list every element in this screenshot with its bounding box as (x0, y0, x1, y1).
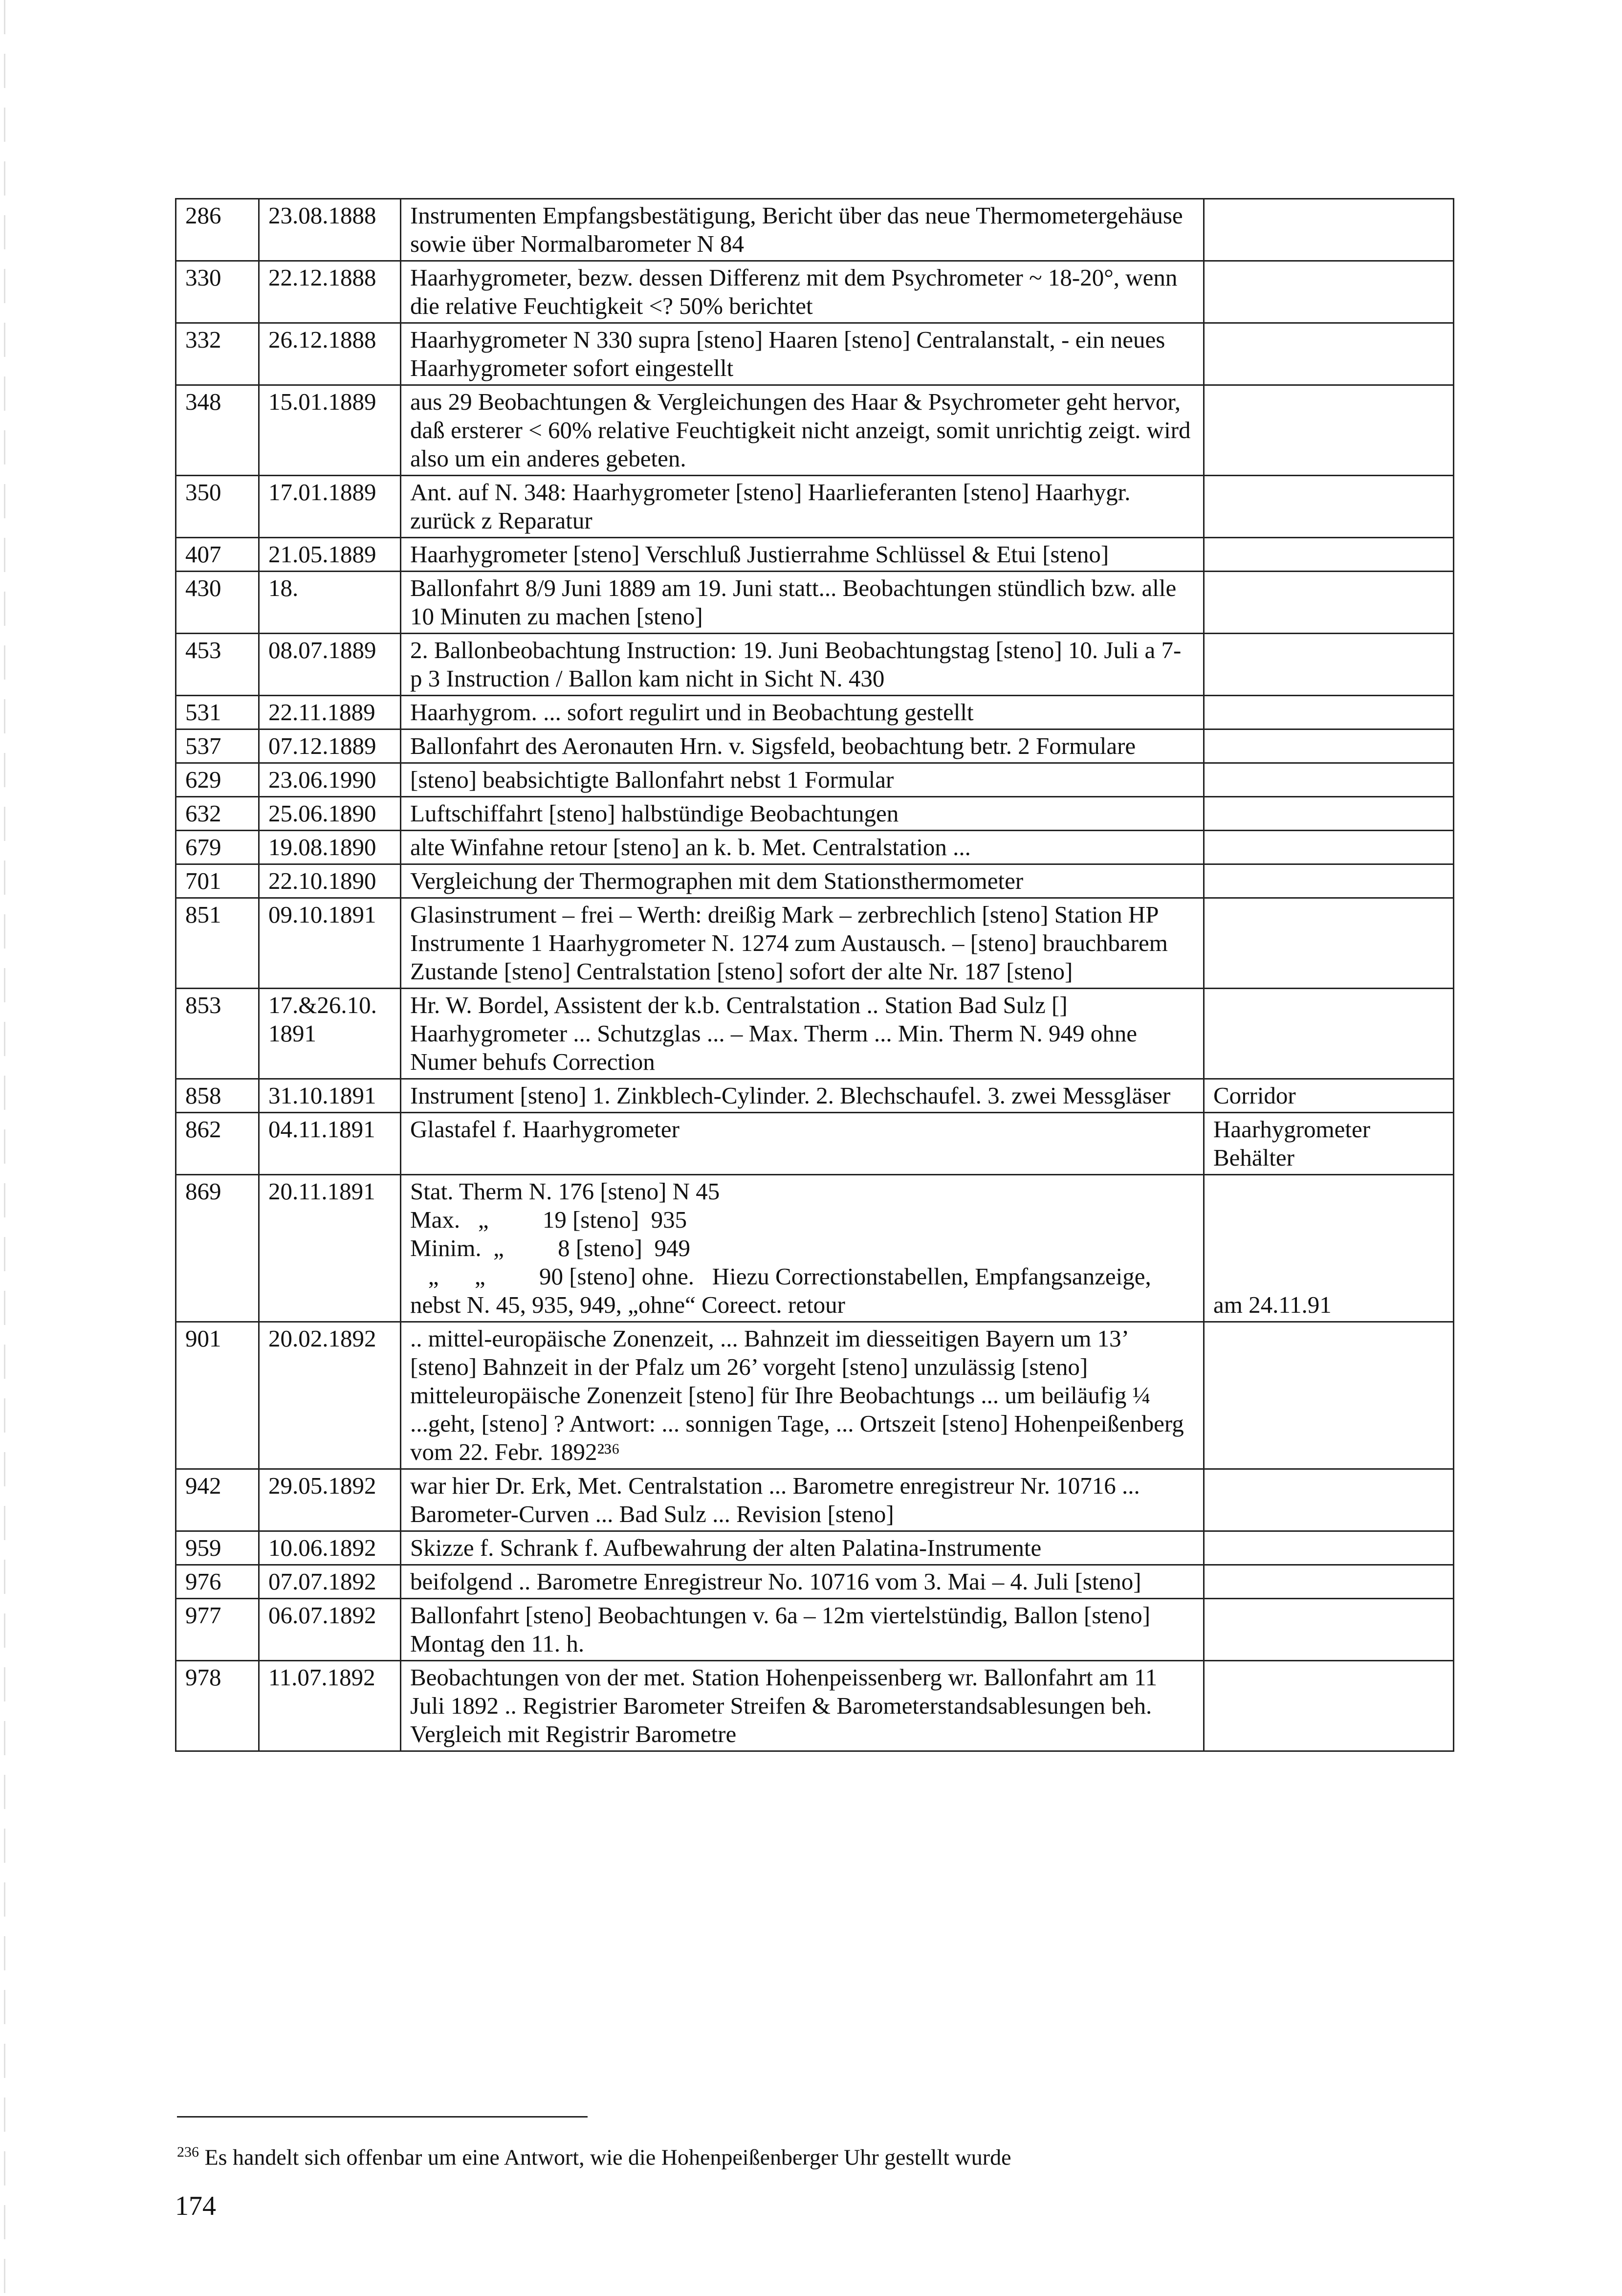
table-row (176, 864, 1454, 898)
entry-date-cell: 07.07.1892 (259, 1565, 401, 1599)
entry-number-cell: 959 (176, 1531, 259, 1565)
entry-number-cell: 629 (176, 763, 259, 797)
entry-note-cell (1204, 1531, 1454, 1565)
entry-note-cell (1204, 261, 1454, 323)
entry-date-cell: 22.12.1888 (259, 261, 401, 323)
entry-note-cell (1204, 864, 1454, 898)
register-body (176, 199, 1454, 1751)
table-row (176, 1079, 1454, 1113)
table-row (176, 199, 1454, 261)
entry-text-cell: beifolgend .. Barometre Enregistreur No. 10716 vom 3. Mai – 4. Juli [steno] (401, 1565, 1204, 1599)
entry-date-cell: 29.05.1892 (259, 1469, 401, 1531)
entry-number-cell: 332 (176, 323, 259, 385)
entry-text-cell: Ballonfahrt des Aeronauten Hrn. v. Sigsfeld, beobachtung betr. 2 Formulare (401, 729, 1204, 763)
entry-note-cell (1204, 1661, 1454, 1751)
footnote-divider (177, 2116, 588, 2118)
entry-number-cell: 853 (176, 989, 259, 1079)
entry-number-cell: 537 (176, 729, 259, 763)
page-number: 174 (175, 2191, 216, 2221)
entry-number-cell: 330 (176, 261, 259, 323)
page-edge (4, 0, 5, 2296)
entry-date-cell: 19.08.1890 (259, 831, 401, 864)
entry-number-cell: 901 (176, 1322, 259, 1469)
entry-text-cell: Vergleichung der Thermographen mit dem Stationsthermometer (401, 864, 1204, 898)
entry-text-cell: war hier Dr. Erk, Met. Centralstation ... Barometre enregistreur Nr. 10716 ... Barometer-Curven ... Bad Sulz ... Revision [steno] (401, 1469, 1204, 1531)
entry-number-cell: 869 (176, 1175, 259, 1322)
entry-note-cell (1204, 1322, 1454, 1469)
entry-number-cell: 632 (176, 797, 259, 831)
footnote-marker: 236 (177, 2144, 199, 2160)
entry-number-cell: 453 (176, 634, 259, 696)
table-row (176, 831, 1454, 864)
entry-note-cell (1204, 323, 1454, 385)
entry-note-cell (1204, 898, 1454, 989)
entry-number-cell: 407 (176, 538, 259, 572)
entry-text-cell: Luftschiffahrt [steno] halbstündige Beobachtungen (401, 797, 1204, 831)
entry-date-cell: 07.12.1889 (259, 729, 401, 763)
register-table (175, 198, 1454, 1752)
table-row (176, 763, 1454, 797)
entry-text-cell: Instrumenten Empfangsbestätigung, Bericht über das neue Thermometergehäuse sowie über Normalbarometer N 84 (401, 199, 1204, 261)
entry-number-cell: 701 (176, 864, 259, 898)
entry-number-cell: 679 (176, 831, 259, 864)
table-row (176, 634, 1454, 696)
footnote (177, 2139, 1399, 2170)
table-row (176, 261, 1454, 323)
entry-number-cell: 942 (176, 1469, 259, 1531)
entry-date-cell: 22.10.1890 (259, 864, 401, 898)
entry-number-cell: 862 (176, 1113, 259, 1175)
table-row (176, 572, 1454, 634)
entry-date-cell: 23.06.1990 (259, 763, 401, 797)
entry-text-cell: Haarhygrometer N 330 supra [steno] Haaren [steno] Centralanstalt, - ein neues Haarhygrometer sofort eingestellt (401, 323, 1204, 385)
entry-date-cell: 21.05.1889 (259, 538, 401, 572)
entry-text-cell: Glastafel f. Haarhygrometer (401, 1113, 1204, 1175)
table-row (176, 1531, 1454, 1565)
entry-text-cell: Haarhygrometer [steno] Verschluß Justierrahme Schlüssel & Etui [steno] (401, 538, 1204, 572)
entry-text-cell: Hr. W. Bordel, Assistent der k.b. Centralstation .. Station Bad Sulz [] Haarhygrometer ... Schutzglas ... – Max. Therm ... Min. Therm N. 949 ohne Numer behufs Correction (401, 989, 1204, 1079)
table-row (176, 538, 1454, 572)
entry-note-cell (1204, 538, 1454, 572)
table-row (176, 476, 1454, 538)
table-row (176, 1599, 1454, 1661)
entry-note-cell (1204, 385, 1454, 476)
entry-text-cell: Ballonfahrt 8/9 Juni 1889 am 19. Juni statt... Beobachtungen stündlich bzw. alle 10 Minuten zu machen [steno] (401, 572, 1204, 634)
entry-date-cell: 20.02.1892 (259, 1322, 401, 1469)
entry-number-cell: 851 (176, 898, 259, 989)
footnote-text: Es handelt sich offenbar um eine Antwort, wie die Hohenpeißenberger Uhr gestellt wurde (204, 2144, 1011, 2170)
entry-text-cell: Ant. auf N. 348: Haarhygrometer [steno] Haarlieferanten [steno] Haarhygr. zurück z Reparatur (401, 476, 1204, 538)
entry-date-cell: 09.10.1891 (259, 898, 401, 989)
table-row (176, 385, 1454, 476)
entry-text-cell: aus 29 Beobachtungen & Vergleichungen des Haar & Psychrometer geht hervor, daß ersterer < 60% relative Feuchtigkeit nicht anzeigt, somit unrichtig zeigt. wird also um ein anderes gebeten. (401, 385, 1204, 476)
entry-text-cell: Glasinstrument – frei – Werth: dreißig Mark – zerbrechlich [steno] Station HP Instrumente 1 Haarhygrometer N. 1274 zum Austausch. – [steno] brauchbarem Zustande [steno] Centralstation [steno] sofort der alte Nr. 187 [steno] (401, 898, 1204, 989)
table-row (176, 797, 1454, 831)
entry-note-cell (1204, 1599, 1454, 1661)
entry-note-cell: am 24.11.91 (1204, 1175, 1454, 1322)
entry-note-cell: Corridor (1204, 1079, 1454, 1113)
entry-text-cell: Instrument [steno] 1. Zinkblech-Cylinder. 2. Blechschaufel. 3. zwei Messgläser (401, 1079, 1204, 1113)
entry-date-cell: 20.11.1891 (259, 1175, 401, 1322)
entry-number-cell: 978 (176, 1661, 259, 1751)
entry-note-cell (1204, 989, 1454, 1079)
entry-number-cell: 976 (176, 1565, 259, 1599)
entry-text-cell: Haarhygrometer, bezw. dessen Differenz mit dem Psychrometer ~ 18-20°, wenn die relative Feuchtigkeit <? 50% berichtet (401, 261, 1204, 323)
table-row (176, 1661, 1454, 1751)
entry-date-cell: 23.08.1888 (259, 199, 401, 261)
entry-note-cell (1204, 763, 1454, 797)
entry-number-cell: 858 (176, 1079, 259, 1113)
table-row (176, 1113, 1454, 1175)
entry-text-cell: Stat. Therm N. 176 [steno] N 45 Max. „ 19 [steno] 935 Minim. „ 8 [steno] 949 „ „ 90 [steno] ohne. Hiezu Correctionstabellen, Empfangsanzeige, nebst N. 45, 935, 949, „ohne“ Coreect. retour (401, 1175, 1204, 1322)
entry-text-cell: alte Winfahne retour [steno] an k. b. Met. Centralstation ... (401, 831, 1204, 864)
table-row (176, 989, 1454, 1079)
entry-number-cell: 350 (176, 476, 259, 538)
entry-date-cell: 06.07.1892 (259, 1599, 401, 1661)
entry-text-cell: Beobachtungen von der met. Station Hohenpeissenberg wr. Ballonfahrt am 11 Juli 1892 .. Registrier Barometer Streifen & Barometerstandsablesungen beh. Vergleich mit Registrir Barometre (401, 1661, 1204, 1751)
entry-number-cell: 977 (176, 1599, 259, 1661)
entry-number-cell: 348 (176, 385, 259, 476)
table-row (176, 898, 1454, 989)
entry-date-cell: 04.11.1891 (259, 1113, 401, 1175)
table-row (176, 1565, 1454, 1599)
table-row (176, 729, 1454, 763)
entry-note-cell (1204, 199, 1454, 261)
entry-text-cell: Haarhygrom. ... sofort regulirt und in Beobachtung gestellt (401, 696, 1204, 729)
entry-note-cell: Haarhygrometer Behälter (1204, 1113, 1454, 1175)
entry-note-cell (1204, 634, 1454, 696)
entry-number-cell: 430 (176, 572, 259, 634)
table-row (176, 323, 1454, 385)
entry-number-cell: 531 (176, 696, 259, 729)
table-row (176, 696, 1454, 729)
table-row (176, 1322, 1454, 1469)
entry-text-cell: [steno] beabsichtigte Ballonfahrt nebst 1 Formular (401, 763, 1204, 797)
entry-date-cell: 11.07.1892 (259, 1661, 401, 1751)
entry-date-cell: 10.06.1892 (259, 1531, 401, 1565)
entry-text-cell: .. mittel-europäische Zonenzeit, ... Bahnzeit im diesseitigen Bayern um 13’ [steno] Bahnzeit in der Pfalz um 26’ vorgeht [steno] unzulässig [steno] mitteleuropäische Zonenzeit [steno] für Ihre Beobachtungs ... um beiläufig ¼ ...geht, [steno] ? Antwort: ... sonnigen Tage, ... Ortszeit [steno] Hohenpeißenberg vom 22. Febr. 1892²³⁶ (401, 1322, 1204, 1469)
entry-date-cell: 31.10.1891 (259, 1079, 401, 1113)
entry-date-cell: 08.07.1889 (259, 634, 401, 696)
entry-date-cell: 18. (259, 572, 401, 634)
entry-date-cell: 25.06.1890 (259, 797, 401, 831)
entry-date-cell: 15.01.1889 (259, 385, 401, 476)
entry-note-cell (1204, 476, 1454, 538)
table-row (176, 1175, 1454, 1322)
entry-note-cell (1204, 729, 1454, 763)
entry-date-cell: 17.&26.10. 1891 (259, 989, 401, 1079)
entry-note-cell (1204, 1565, 1454, 1599)
entry-date-cell: 17.01.1889 (259, 476, 401, 538)
entry-note-cell (1204, 696, 1454, 729)
entry-number-cell: 286 (176, 199, 259, 261)
entry-note-cell (1204, 797, 1454, 831)
entry-date-cell: 22.11.1889 (259, 696, 401, 729)
entry-text-cell: 2. Ballonbeobachtung Instruction: 19. Juni Beobachtungstag [steno] 10. Juli a 7- p 3 Instruction / Ballon kam nicht in Sicht N. 430 (401, 634, 1204, 696)
table-row (176, 1469, 1454, 1531)
entry-text-cell: Skizze f. Schrank f. Aufbewahrung der alten Palatina-Instrumente (401, 1531, 1204, 1565)
entry-text-cell: Ballonfahrt [steno] Beobachtungen v. 6a – 12m viertelstündig, Ballon [steno] Montag den 11. h. (401, 1599, 1204, 1661)
entry-date-cell: 26.12.1888 (259, 323, 401, 385)
entry-note-cell (1204, 831, 1454, 864)
entry-note-cell (1204, 1469, 1454, 1531)
entry-note-cell (1204, 572, 1454, 634)
